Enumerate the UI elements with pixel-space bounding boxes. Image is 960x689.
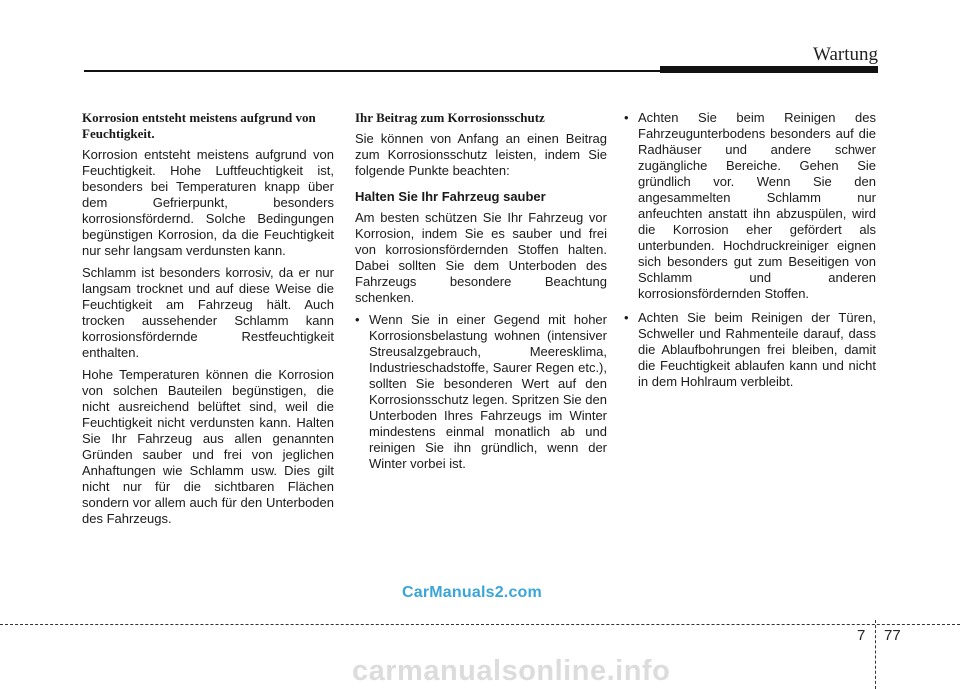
paragraph: Hohe Temperaturen können die Korrosion von solchen Bauteilen begünstigen, die nicht ausreichend belüftet sind, weil die Feuchtigkeit nicht verdunsten kann. Halten Sie Ihr Fahrzeug aus allen genannten Gründen sauber und frei von jeglichen Anhaftungen wie Schlamm usw. Dies gilt nicht nur für die sichtbaren Flächen sondern vor allem auch für den Unterboden des Fahrzeugs.: [82, 367, 334, 526]
footer-divider: [0, 624, 960, 625]
bullet-list: [624, 110, 876, 390]
watermark: carmanualsonline.info: [352, 655, 671, 687]
list-item: [624, 110, 876, 302]
column-1-heading: Korrosion entsteht meistens aufgrund von Feuchtigkeit.: [82, 110, 316, 141]
column-3: [624, 110, 876, 398]
bullet-icon: •: [355, 312, 360, 327]
column-2: [355, 110, 607, 480]
bullet-icon: •: [624, 310, 629, 325]
list-item: [624, 310, 876, 390]
list-item-text: Wenn Sie in einer Gegend mit hoher Korrosionsbelastung wohnen (intensiver Streusalzgebrauch, Meeresklima, Industrieschadstoffe, Saurer Regen etc.), sollten Sie besonderen Wert auf den Korrosionsschutz legen. Spritzen Sie den Unterboden Ihres Fahrzeugs im Winter mindestens einmal monatlich ab und reinigen Sie ihn gründlich, wenn der Winter vorbei ist.: [369, 312, 607, 471]
column-1: [82, 110, 334, 533]
paragraph: Am besten schützen Sie Ihr Fahrzeug vor Korrosion, indem Sie es sauber und frei von korrosionsfördernden Stoffen halten. Dabei sollten Sie dem Unterboden des Fahrzeugs besondere Beachtung schenken.: [355, 210, 607, 305]
bullet-icon: •: [624, 110, 629, 125]
watermark-link[interactable]: CarManuals2.com: [402, 584, 542, 601]
column-2-heading: Ihr Beitrag zum Korrosionsschutz: [355, 110, 545, 125]
paragraph: Schlamm ist besonders korrosiv, da er nur langsam trocknet und auf diese Weise die Feuchtigkeit am Fahrzeug hält. Auch trocken aussehender Schlamm kann korrosionsfördernde Restfeuchtigkeit enthalten.: [82, 265, 334, 360]
page-number: 77: [884, 627, 901, 644]
section-title: Wartung: [813, 44, 878, 65]
subheading: Halten Sie Ihr Fahrzeug sauber: [355, 189, 546, 204]
list-item-text: Achten Sie beim Reinigen des Fahrzeugunterbodens besonders auf die Radhäuser und andere schwer zugängliche Bereiche. Gehen Sie gründlich vor. Wenn Sie den angesammelten Schlamm nur anfeuchten anstatt ihn abzuspülen, wird die Korrosion eher gefördert als unterbunden. Hochdruckreiniger eignen sich besonders gut zum Beseitigen von Schlamm und anderen korrosionsfördernden Stoffen.: [638, 110, 876, 301]
list-item-text: Achten Sie beim Reinigen der Türen, Schweller und Rahmenteile darauf, dass die Ablaufbohrungen frei bleiben, damit die Feuchtigkeit ablaufen kann und nicht in dem Hohlraum verbleibt.: [638, 310, 876, 389]
page-number-separator: [875, 620, 876, 689]
chapter-number: 7: [857, 627, 866, 644]
paragraph: Sie können von Anfang an einen Beitrag zum Korrosionsschutz leisten, indem Sie folgende Punkte beachten:: [355, 131, 607, 178]
list-item: [355, 312, 607, 472]
paragraph: Korrosion entsteht meistens aufgrund von Feuchtigkeit. Hohe Luftfeuchtigkeit ist, besonders bei Temperaturen knapp über dem Gefrierpunkt, besonders korrosionsfördernd. Solche Bedingungen begünstigen Korrosion, da die Feuchtigkeit nur sehr langsam verdunsten kann.: [82, 147, 334, 258]
header-rule-bold: [660, 66, 878, 73]
header-rule: [84, 70, 704, 72]
bullet-list: [355, 312, 607, 472]
